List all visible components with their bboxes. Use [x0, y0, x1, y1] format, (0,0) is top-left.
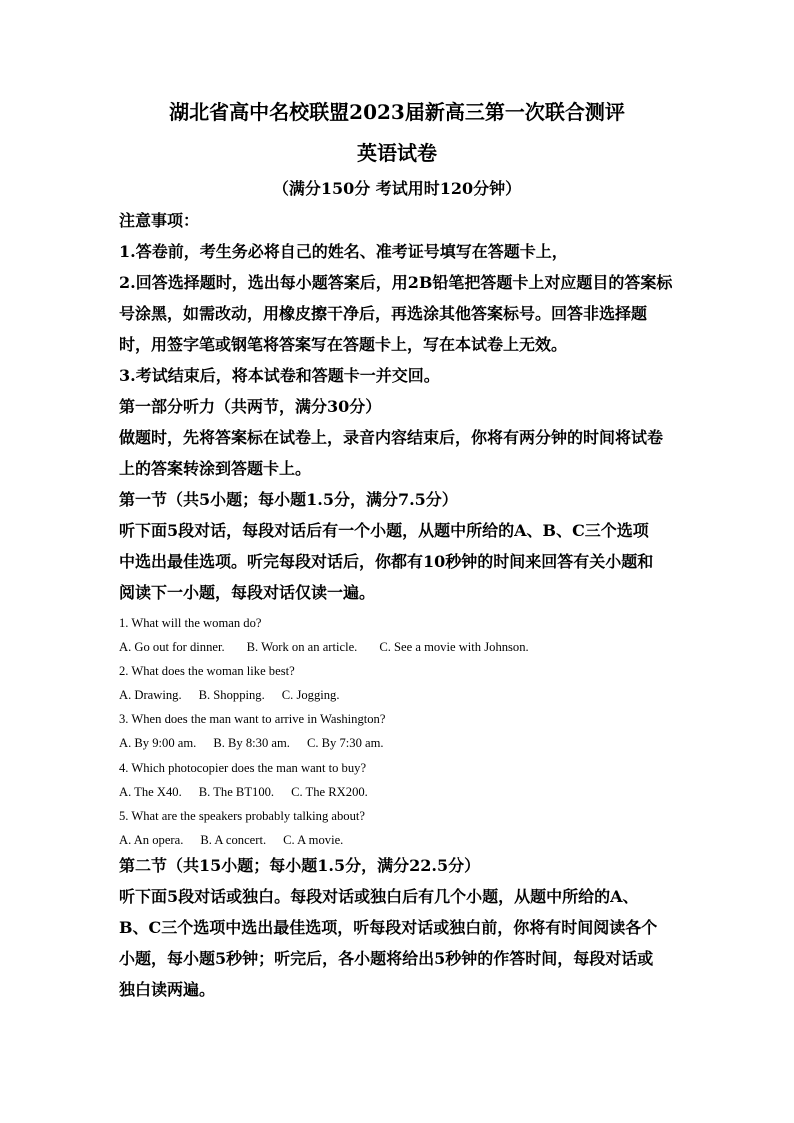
notes-item-1: 1.答卷前，考生务必将自己的姓名、准考证号填写在答题卡上，: [119, 242, 568, 261]
question-2-option-b: B. Shopping.: [198, 688, 265, 702]
question-5: 5. What are the speakers probably talking about?: [119, 809, 365, 823]
question-1-options: [119, 639, 529, 655]
section2-instruction-line-1: 听下面5段对话或独白。每段对话或独白后有几个小题，从题中所给的A、: [119, 887, 639, 906]
notes-item-2-line-2: 号涂黑，如需改动，用橡皮擦干净后，再选涂其他答案标号。回答非选择题: [119, 304, 648, 323]
section1-instruction-line-1: 听下面5段对话，每段对话后有一个小题，从题中所给的A、B、C三个选项: [119, 521, 649, 540]
section1-instruction-line-2: 中选出最佳选项。听完每段对话后，你都有10秒钟的时间来回答有关小题和: [119, 552, 654, 571]
question-5-options: [119, 832, 343, 848]
section1-heading: 第一节（共5小题；每小题1.5分，满分7.5分）: [119, 490, 458, 509]
part1-instruction-line-2: 上的答案转涂到答题卡上。: [119, 459, 312, 478]
part1-heading: 第一部分听力（共两节，满分30分）: [119, 397, 382, 416]
question-3: 3. When does the man want to arrive in Washington?: [119, 712, 386, 726]
notes-item-2-line-1: 2.回答选择题时，选出每小题答案后，用2B铅笔把答题卡上对应题目的答案标: [119, 273, 673, 292]
part1-instruction-line-1: 做题时，先将答案标在试卷上，录音内容结束后，你将有两分钟的时间将试卷: [119, 428, 664, 447]
question-1: 1. What will the woman do?: [119, 616, 262, 630]
question-2-option-c: C. Jogging.: [281, 688, 340, 702]
question-3-option-b: B. By 8:30 am.: [213, 736, 290, 750]
question-1-option-c: C. See a movie with Johnson.: [379, 640, 529, 654]
question-4-options: [119, 784, 368, 800]
question-3-options: [119, 735, 384, 751]
notes-item-2-line-3: 时，用签字笔或钢笔将答案写在答题卡上，写在本试卷上无效。: [119, 335, 568, 354]
notes-heading: 注意事项：: [119, 211, 200, 230]
section2-instruction-line-4: 独白读两遍。: [119, 980, 216, 999]
exam-subtitle: 英语试卷: [357, 141, 437, 165]
question-2-option-a: A. Drawing.: [119, 688, 182, 702]
exam-title: 湖北省高中名校联盟2023届新高三第一次联合测评: [169, 100, 625, 124]
question-1-option-a: A. Go out for dinner.: [119, 640, 225, 654]
section2-instruction-line-2: B、C三个选项中选出最佳选项，听每段对话或独白前，你将有时间阅读各个: [119, 918, 658, 937]
question-3-option-a: A. By 9:00 am.: [119, 736, 197, 750]
question-3-option-c: C. By 7:30 am.: [306, 736, 384, 750]
question-2: 2. What does the woman like best?: [119, 664, 295, 678]
notes-item-3: 3.考试结束后，将本试卷和答题卡一并交回。: [119, 366, 440, 385]
question-1-option-b: B. Work on an article.: [246, 640, 358, 654]
question-5-option-b: B. A concert.: [200, 833, 267, 847]
question-4-option-b: B. The BT100.: [198, 785, 275, 799]
question-4: 4. Which photocopier does the man want to buy?: [119, 761, 367, 775]
question-4-option-c: C. The RX200.: [291, 785, 368, 799]
question-4-option-a: A. The X40.: [119, 785, 182, 799]
question-5-option-c: C. A movie.: [283, 833, 344, 847]
question-5-option-a: A. An opera.: [119, 833, 184, 847]
question-2-options: [119, 687, 339, 703]
exam-meta: （满分150分 考试用时120分钟）: [272, 179, 522, 198]
section2-instruction-line-3: 小题，每小题5秒钟；听完后，各小题将给出5秒钟的作答时间，每段对话或: [119, 949, 654, 968]
section2-heading: 第二节（共15小题；每小题1.5分，满分22.5分）: [119, 856, 481, 875]
section1-instruction-line-3: 阅读下一小题，每段对话仅读一遍。: [119, 583, 376, 602]
